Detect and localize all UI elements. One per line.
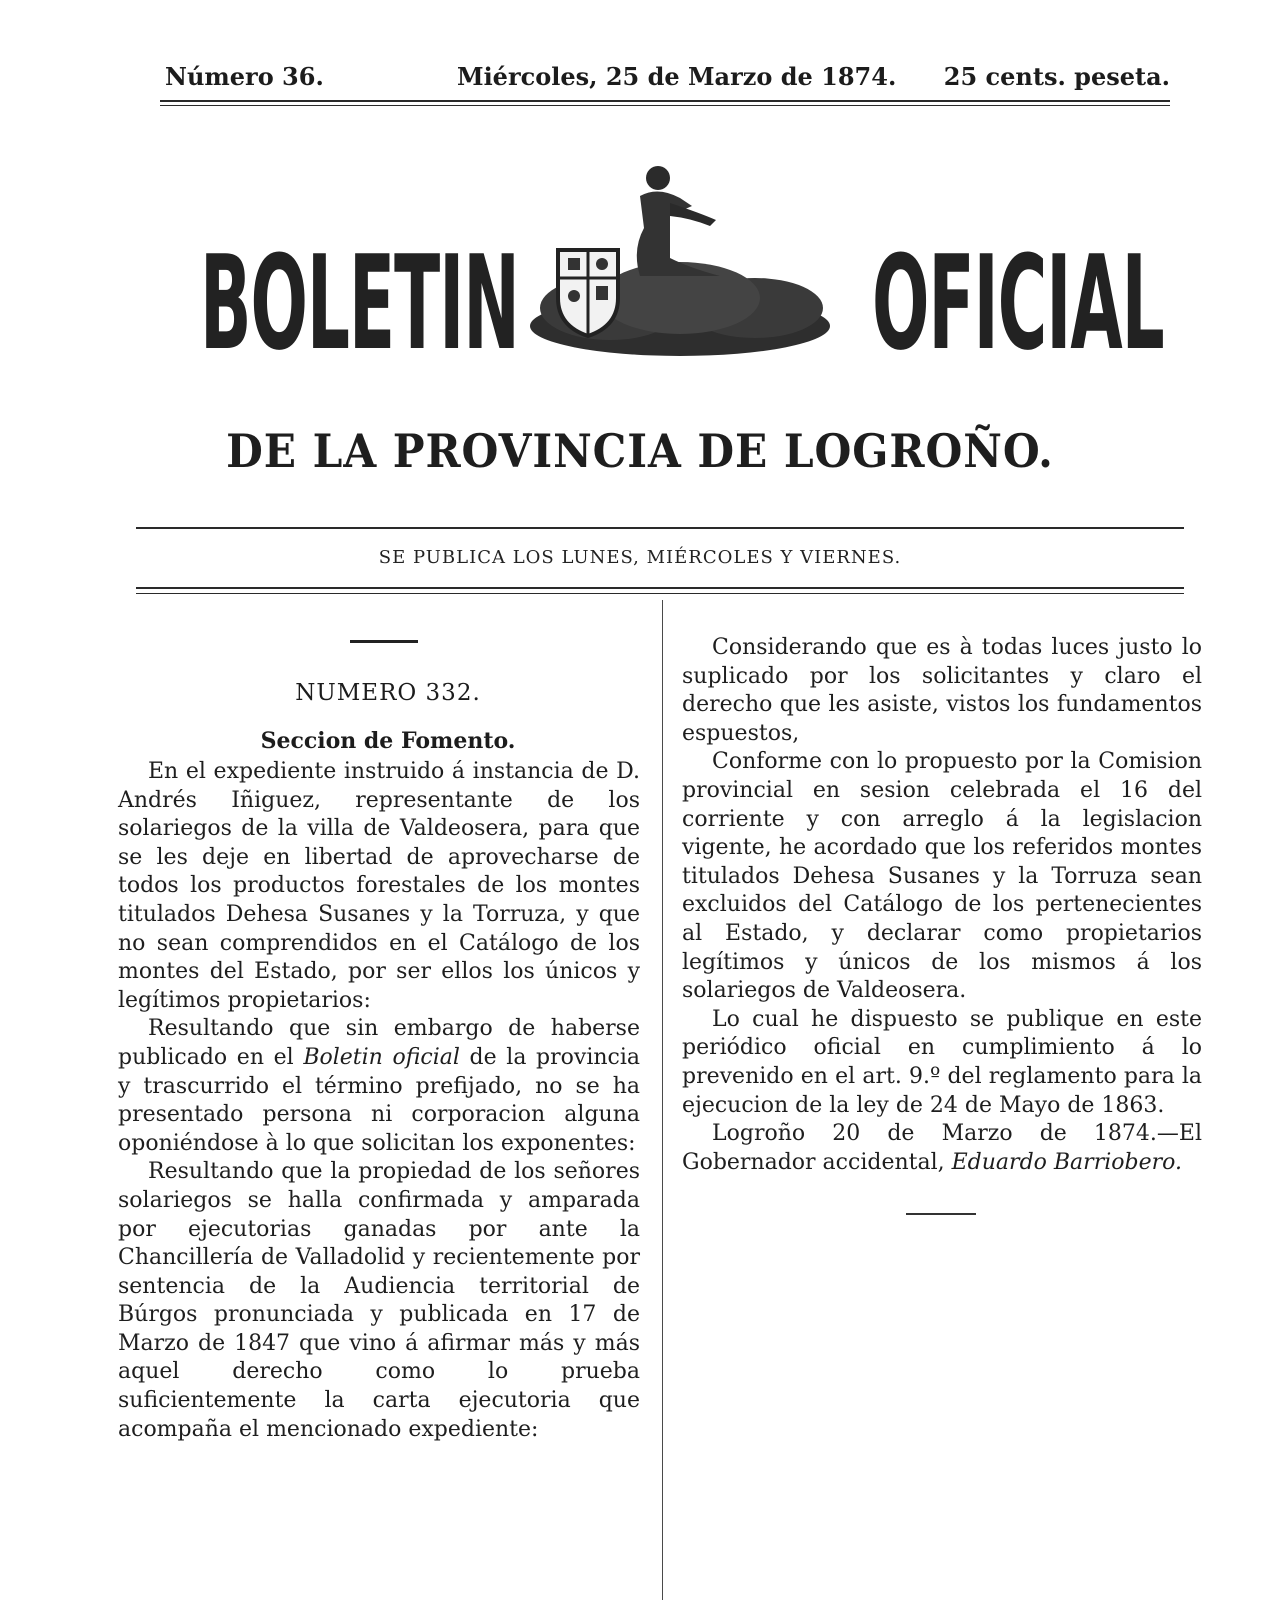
section-separator-bottom — [906, 1213, 976, 1215]
resultando-1-lead: Resultando que sin embargo de haberse publicado en el — [118, 1016, 640, 1070]
masthead-word-left: BOLETIN — [200, 227, 519, 379]
paragraph-resultando-2: Resultando que la propiedad de los señores solariegos se halla confirmada y amparada por ejecutorias ganadas por ante la Chancillería de Valladolid y recientemente por sentencia de la Audiencia territorial de Búrgos pronunciada y publicada en 17 de Marzo de 1847 que vino á afirmar más y más aquel derecho como lo prueba suficientemente la carta ejecutoria que acompaña el mencionado expediente: — [118, 1159, 640, 1442]
signature-lead: Logroño 20 de Marzo de 1874.—El Gobernador accidental, — [682, 1121, 1202, 1175]
paragraph-signature — [682, 1120, 1202, 1177]
masthead-word-right: OFICIAL — [872, 227, 1164, 379]
paragraph-resultando-1 — [118, 1015, 640, 1158]
paragraph-lo-cual: Lo cual he dispuesto se publique en este periódico oficial en cumplimiento á lo prevenido en el art. 9.º del reglamento para la ejecucion de la ley de 24 de Mayo de 1863. — [682, 1006, 1202, 1118]
article-number: NUMERO 332. — [295, 680, 481, 706]
signature-name: Eduardo Barriobero. — [951, 1149, 1182, 1175]
coat-of-arms-emblem-icon — [520, 158, 840, 368]
section-separator-top — [350, 640, 418, 643]
section-title: Seccion de Fomento. — [260, 728, 516, 754]
header-rule-top-thin — [160, 105, 1170, 106]
masthead-rule-bottom-thin — [136, 593, 1184, 594]
issue-date: Miércoles, 25 de Marzo de 1874. — [457, 62, 897, 91]
issue-info-line — [160, 62, 1170, 96]
masthead-rule-middle — [136, 527, 1184, 529]
paragraph-expediente: En el expediente instruido á instancia de D. Andrés Iñiguez, representante de los solariegos de la villa de Valdeosera, para que se les deje en libertad de aprovecharse de todos los productos forestales de los montes titulados Dehesa Susanes y la Torruza, y que no sean comprendidos en el Catálogo de los montes del Estado, por ser ellos los únicos y legítimos propietarios: — [118, 759, 640, 1013]
boletin-oficial-italic: Boletin oficial — [303, 1044, 460, 1070]
paragraph-conforme: Conforme con lo propuesto por la Comision provincial en sesion celebrada el 16 del corriente y con arreglo á la legislacion vigente, he acordado que los referidos montes titulados Dehesa Susanes y la Torruza sean excluidos del Catálogo de los pertenecientes al Estado, y declarar como propietarios legítimos y únicos de los mismos á los solariegos de Valdeosera. — [682, 749, 1202, 1004]
province-title: DE LA PROVINCIA DE LOGROÑO. — [226, 424, 1054, 478]
resultando-1-rest: de la provincia y trascurrido el término prefijado, no se ha presentado persona ni corporacion alguna oponiéndose à lo que solicitan los exponentes: — [118, 1044, 641, 1156]
masthead-rule-bottom — [136, 587, 1184, 589]
publication-schedule: SE PUBLICA LOS LUNES, MIÉRCOLES Y VIERNES. — [378, 547, 902, 568]
issue-price: 25 cents. peseta. — [943, 62, 1170, 91]
right-column-text — [682, 634, 1202, 1177]
header-rule-top — [160, 100, 1170, 102]
left-column-text — [118, 758, 640, 1444]
paragraph-considerando: Considerando que es à todas luces justo lo suplicado por los solicitantes y claro el derecho que les asiste, vistos los fundamentos espuestos, — [682, 635, 1202, 746]
column-divider — [662, 600, 663, 1600]
issue-number: Número 36. — [165, 62, 324, 91]
